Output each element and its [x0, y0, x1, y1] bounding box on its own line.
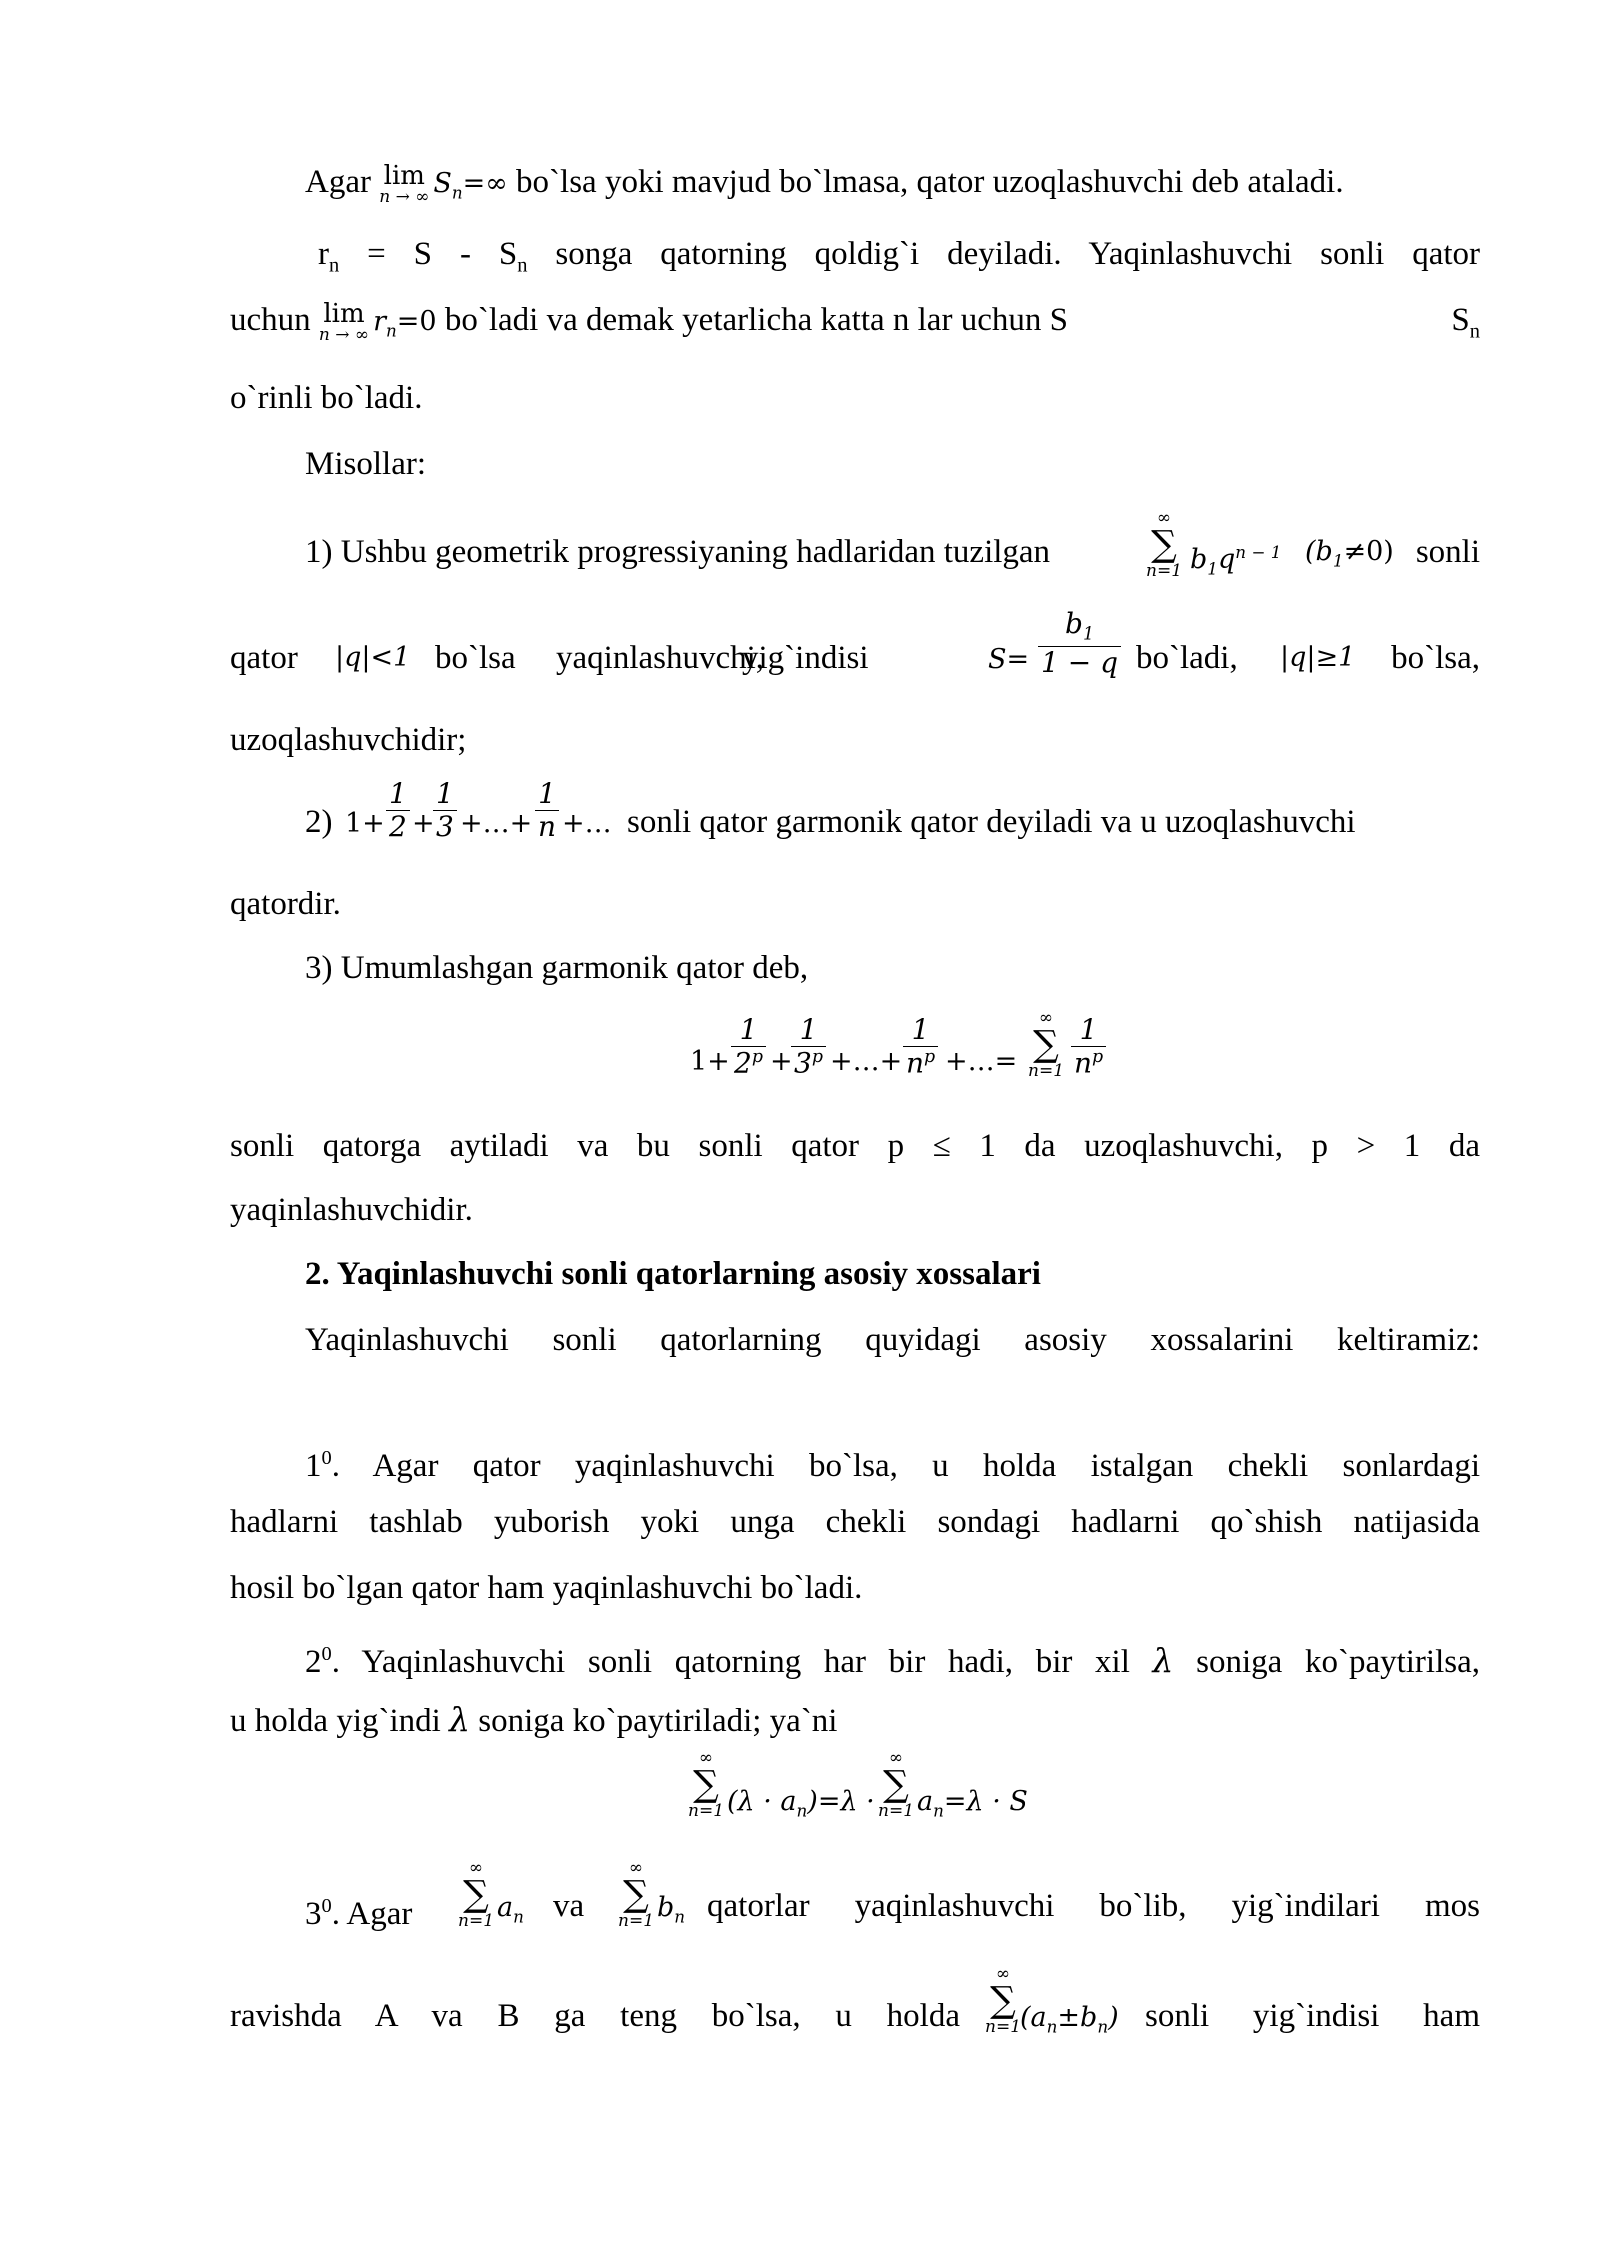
- example-1-intro: 1) Ushbu geometrik progressiyaning hadlaridan tuzilgan ∞ ∑ n=1 $b_1q^{n - 1}$ $(b_1\ne 0)$ sonli: [305, 510, 1480, 600]
- example-2: 2) 1+ $\frac{1}{2}$ + $\frac{1}{3}$ +…+ $\frac{1}{n}$ +… sonli qator garmonik qator deyiladi va u uzoqlashuvchi: [305, 777, 1356, 843]
- fraction: $\frac{1}{3}$: [433, 780, 457, 841]
- property-1-line-1: $1^0$. Agar qator yaqinlashuvchi bo`lsa, u holda istalgan chekli sonlardagi: [305, 1447, 1480, 1484]
- text: o`rinli bo`ladi.: [230, 380, 423, 416]
- sn-symbol: $S_n$: [1451, 302, 1480, 343]
- sum-expression: ∞ ∑ n=1: [1146, 508, 1183, 581]
- fraction: $\frac{1}{2}$: [386, 780, 410, 841]
- text: sonli qatorga aytiladi va bu sonli qator p ≤ 1 da uzoqlashuvchi, p > 1 da: [230, 1128, 1480, 1164]
- formula: $S_n=\infty$: [433, 168, 508, 203]
- paragraph-limit-divergent: [305, 160, 1480, 214]
- property-2-line-2: u holda yig`indi λ soniga ko`paytiriladi; ya`ni: [230, 1700, 838, 1739]
- text: Agar: [305, 164, 371, 200]
- property-3-line-1: $3^0$. Agar ∞ ∑ n=1 $a_n$ va ∞ ∑ n=1 $b_n$ qatorlar yaqinlashuvchi bo`lib, yig`indilari mos: [305, 1858, 1480, 1932]
- lim-word: lim: [383, 160, 425, 191]
- formula: 1+ $\frac{1}{2^p}$ + $\frac{1}{3^p}$ +…+ $\frac{1}{n^p}$ +…= ∞ ∑ n=1 $\frac{1}{n^p}$: [690, 1010, 1310, 1110]
- text: hadlarni tashlab yuborish yoki unga chekli sondagi hadlarni qo`shish natijasida: [230, 1504, 1480, 1540]
- formula: $(b_1\ne 0)$: [1305, 536, 1394, 571]
- formula: $r_n=0$: [373, 306, 437, 341]
- lim-subscript: n → ∞: [379, 186, 430, 207]
- fraction: $\frac{b_1}{1 - q}$: [1038, 610, 1121, 677]
- property-2-formula: [230, 1750, 1480, 1850]
- section-heading: 2. Yaqinlashuvchi sonli qatorlarning asosiy xossalari: [305, 1256, 1041, 1292]
- example-1-body: qator |q|<1 bo`lsa yaqinlashuvchi, yig`indisi S= $\frac{b_1}{1 - q}$ bo`ladi, |q|≥1 bo`lsa,: [230, 610, 1480, 700]
- text: yaqinlashuvchidir.: [230, 1192, 473, 1228]
- section-label: Misollar:: [305, 446, 426, 482]
- formula: ∞ ∑ n=1 $(\lambda \cdot a_n)=\lambda$ · ∞ ∑ n=1 $a_n=\lambda \cdot S$: [688, 1748, 1028, 1821]
- formula: $b_1q^{n - 1}$: [1190, 542, 1282, 579]
- paragraph-remainder-limit: uchun lim n → ∞ $r_n=0$ bo`ladi va demak yetarlicha katta n lar uchun S $S_n$: [230, 298, 1480, 352]
- property-2-line-1: $2^0$. Yaqinlashuvchi sonli qatorning har bir hadi, bir xil λ soniga ko`paytirilsa,: [305, 1641, 1481, 1680]
- formula: S=: [988, 644, 1030, 675]
- text: hosil bo`lgan qator ham yaqinlashuvchi bo`ladi.: [230, 1570, 863, 1606]
- limit-expression: lim n → ∞: [318, 298, 370, 345]
- example-3-intro: 3) Umumlashgan garmonik qator deb,: [305, 950, 809, 986]
- property-3-line-2: ravishda A va B ga teng bo`lsa, u holda ∞ ∑ n=1 $(a_n\pm b_n)$ sonli yig`indisi ham: [230, 1964, 1480, 2037]
- paragraph-remainder: $r_n = S - S_n$ songa qatorning qoldig`i deyiladi. Yaqinlashuvchi sonli qator: [318, 236, 1480, 277]
- text: bo`lsa yoki mavjud bo`lmasa, qator uzoqlashuvchi deb ataladi.: [516, 164, 1344, 200]
- fraction: $\frac{1}{n}$: [535, 780, 559, 841]
- text: qatordir.: [230, 886, 341, 922]
- formula: |q|<1: [335, 642, 411, 673]
- generalized-harmonic-formula: [230, 1010, 1480, 1110]
- text: uzoqlashuvchidir;: [230, 722, 467, 758]
- text: Yaqinlashuvchi sonli qatorlarning quyidagi asosiy xossalarini keltiramiz:: [305, 1322, 1480, 1358]
- limit-expression: [379, 160, 430, 207]
- formula: |q|≥1: [1280, 642, 1356, 673]
